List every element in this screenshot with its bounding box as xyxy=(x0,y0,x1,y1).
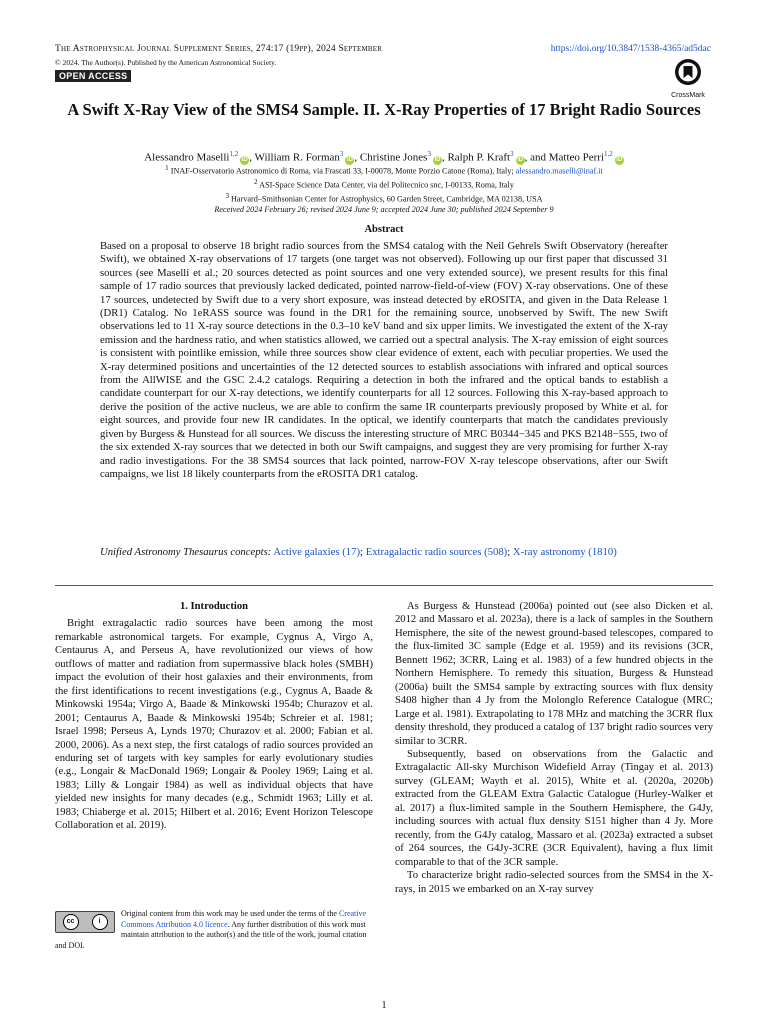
author-affiliation-ref: 3 xyxy=(427,150,431,158)
author-email-link[interactable]: alessandro.maselli@inaf.it xyxy=(515,166,603,176)
uat-concept-link[interactable]: X-ray astronomy (1810) xyxy=(512,546,617,558)
intro-paragraph: To characterize bright radio-selected sources from the SMS4 in the X-rays, in 2015 we embarked on an X-ray survey xyxy=(395,870,713,895)
abstract-heading: Abstract xyxy=(364,224,404,235)
affiliation-3: $^3$ Harvard–Smithsonian Center for Astrophysics, 60 Garden Street, Cambridge, MA 02138, USA xyxy=(225,191,543,204)
paper-title: A Swift X-Ray View of the SMS4 Sample. II. X-Ray Properties of 17 Bright Radio Sources xyxy=(67,100,701,119)
author-name: Christine Jones xyxy=(359,151,428,164)
author-affiliation-ref: 3 xyxy=(339,150,344,158)
cc-by-icon[interactable]: cc i xyxy=(55,911,115,933)
uat-label: Unified Astronomy Thesaurus concepts: xyxy=(100,546,272,558)
page-number: 1 xyxy=(381,1000,387,1011)
left-column xyxy=(55,600,373,833)
copyright-notice: © 2024. The Author(s). Published by the American Astronomical Society. xyxy=(55,58,277,67)
author-affiliation-ref: 1,2 xyxy=(229,150,239,158)
uat-concepts: Unified Astronomy Thesaurus concepts: Active galaxies (17); Extragalactic radio sources (508); X-ray astronomy (1810) xyxy=(100,546,617,558)
author-affiliation-ref: 3 xyxy=(510,150,514,158)
intro-paragraph: Subsequently, based on observations from the Galactic and Extragalactic All-sky Murchison Widefield Array (Tingay et al. 2013) survey (GLEAM; Wayth et al. 2015), White et al. (2020a, 2020b) extracted from the GLEAM Extra Galactic Catalogue (Hurley-Walker et al. 2017) a flux-limited sample in the Southern Hemisphere, the G4Jy, including sources with actual flux density S151 higher than 4 Jy. More recently, from the G4Jy catalog, Massaro et al. (2023a) extracted a subset of 264 sources, the G4Jy-3CRE (3CR Equivalent), having a flux limit comparable to that of the 3CR sample. xyxy=(395,748,713,868)
author-name: Ralph P. Kraft xyxy=(447,151,511,164)
author-name: Matteo Perri xyxy=(548,151,605,164)
orcid-icon[interactable]: iD xyxy=(241,156,248,163)
orcid-icon[interactable]: iD xyxy=(434,156,441,163)
crossmark-label: CrossMark xyxy=(671,92,705,99)
uat-concept-link[interactable]: Active galaxies (17) xyxy=(273,546,361,558)
cc-license-link[interactable]: Creative Commons Attribution 4.0 licence xyxy=(121,909,367,929)
crossmark-button[interactable] xyxy=(668,58,708,99)
journal-citation: The Astrophysical Journal Supplement Series, 274:17 (19pp), 2024 September xyxy=(55,44,383,54)
section-heading-introduction: 1. Introduction xyxy=(179,601,249,612)
intro-paragraph: Bright extragalactic radio sources have been among the most remarkable astronomical targets. For example, Cygnus A, Virgo A, Centaurus A, and Perseus A, have revolutionized our views of how outflows of matter and radiation from supermassive black holes (SMBH) impact the evolution of their host galaxies and their environments, from the first identifications to recent investigations (e.g., Cygnus A, Baade & Minkowski 1954a; Virgo A, Baade & Minkowski 1954b; Churazov et al. 2001; Centaurus A, Baade & Minkowski 1954b; Schreier et al. 1981; Israel 1998; Perseus A, Lynds 1970; Churazov et al. 2000; Fabian et al. 2000, 2006). As a next step, the first catalogs of radio sources provided an enduring set of targets with key samples for early evolutionary studies (e.g., Longair & MacDonald 1969; Longair & Pooley 1969; Laing et al. 1983; Lilly & Longair 1984) as well as individual objects that have yielded new insights for many decades (e.g., Schmidt 1963; Lilly et al. 1983; Chiaberge et al. 2015; Hilbert et al. 2016; Event Horizon Telescope Collaboration et al. 2019). xyxy=(55,618,373,832)
section-divider xyxy=(55,585,713,586)
author-name: William R. Forman xyxy=(254,151,340,164)
orcid-icon[interactable]: iD xyxy=(517,156,524,163)
author-list: Alessandro Maselli$^{1,2}$iD , William R. Forman$^3$iD , Christine Jones$^3$iD , Ralph P. Kraft$^3$iD , and Matteo Perri$^{1,2}$iD xyxy=(144,150,623,164)
right-column xyxy=(395,600,713,896)
uat-concept-link[interactable]: Extragalactic radio sources (508) xyxy=(365,546,508,558)
license-notice: cc i Original content from this work may be used under the terms of the Creative Commons Attribution 4.0 licence. Any further distribution of this work must maintain attribution to the author(s) and the title of the work, journal citation and DOI. xyxy=(55,909,367,950)
abstract-text: Based on a proposal to observe 18 bright radio sources from the SMS4 catalog with the Neil Gehrels Swift Observatory (hereafter Swift), we obtained X-ray observations of 17 targets (one target was not observed). Following up our first paper that discussed 31 sources (see Maselli et al.; 20 sources detected as point sources and one very extended source), we present results for this final sample of 17 radio sources that previously lacked dedicated, pointed narrow-field-of-view (FOV) X-ray observations. One of these 17 sources, undetected by Swift due to a very short exposure, was instead detected by eROSITA, and given in the Data Release 1 (DR1) Catalog. No 1eRASS source was found in the DR1 for the remaining source, unobserved by Swift. The new Swift observations led to 11 X-ray source detections in the 0.3–10 keV band and six upper limits. We investigated the extent of the X-ray emission and the hardness ratio, and when statistics allowed, we carried out a spectral analysis. The X-ray emission of eight sources is consistent with pointlike emission, while three sources show clear evidence of extent, each with peculiar properties. We used the X-ray determined positions and uncertainties of the 12 detected sources to establish associations with infrared and optical sources from the AllWISE and the GSC 2.4.2 catalogs. Requiring a detection in both the infrared and the optical bands to establish a candidate counterpart for our X-ray detections, we identify counterparts for all 12 sources. Following this X-ray-based approach to derive the position of the active nucleus, we are able to confirm the same IR counterparts previously proposed by White et al. for eight sources, and provide four new IR candidates. In the optical, we identify counterparts that match the candidates previously given by Burgess & Hunstead for all sources. We discuss the interesting structure of MRC B0344−345 and PKS B2148−555, two of the six extended X-ray sources that we detected in both our Swift campaigns, and suggest they are very promising for further X-ray and radio investigations. For the 38 SMS4 sources that lack pointed, narrow-FOV X-ray telescope observations, after our Swift campaigns, we list 18 likely counterparts from the eROSITA DR1 catalog. xyxy=(100,240,668,480)
author-name: Alessandro Maselli xyxy=(144,151,230,164)
orcid-icon[interactable]: iD xyxy=(616,156,623,163)
open-access-badge: OPEN ACCESS xyxy=(55,70,131,82)
orcid-icon[interactable]: iD xyxy=(346,156,353,163)
publication-dates: Received 2024 February 26; revised 2024 June 9; accepted 2024 June 30; published 2024 September 9 xyxy=(214,204,554,214)
author-affiliation-ref: 1,2 xyxy=(604,150,613,158)
crossmark-icon xyxy=(674,58,702,86)
intro-paragraph: As Burgess & Hunstead (2006a) pointed out (see also Dicken et al. 2012 and Massaro et al. 2023a), there is a lack of samples in the Southern Hemisphere, the site of the newest ground-based telescopes, compared to the flux-limited 3C sample (Edge et al. 1959) and its revisions (3CR, Bennett 1962; 3CRR, Laing et al. 1983) of a few hundred objects in the Northern Hemisphere. To remedy this situation, Burgess & Hunstead (2006a) built the SMS4 sample by extracting sources with flux density S408 higher than 4 Jy from the Molonglo Reference Catalogue (MRC; Large et al. 1981). Extrapolating to 178 MHz and matching the 3CRR flux density threshold, they produced a catalog of 137 bright radio sources very similar to 3CRR. xyxy=(395,601,713,747)
affiliations xyxy=(60,163,708,215)
doi-link[interactable]: https://doi.org/10.3847/1538-4365/ad5dac xyxy=(550,44,711,54)
affiliation-1: $^1$ INAF-Osservatorio Astronomico di Roma, via Frascati 33, I-00078, Monte Porzio Catone (Roma), Italy; alessandro.maselli@inaf.it xyxy=(165,164,603,176)
affiliation-2: $^2$ ASI-Space Science Data Center, via del Politecnico snc, I-00133, Roma, Italy xyxy=(254,177,514,190)
